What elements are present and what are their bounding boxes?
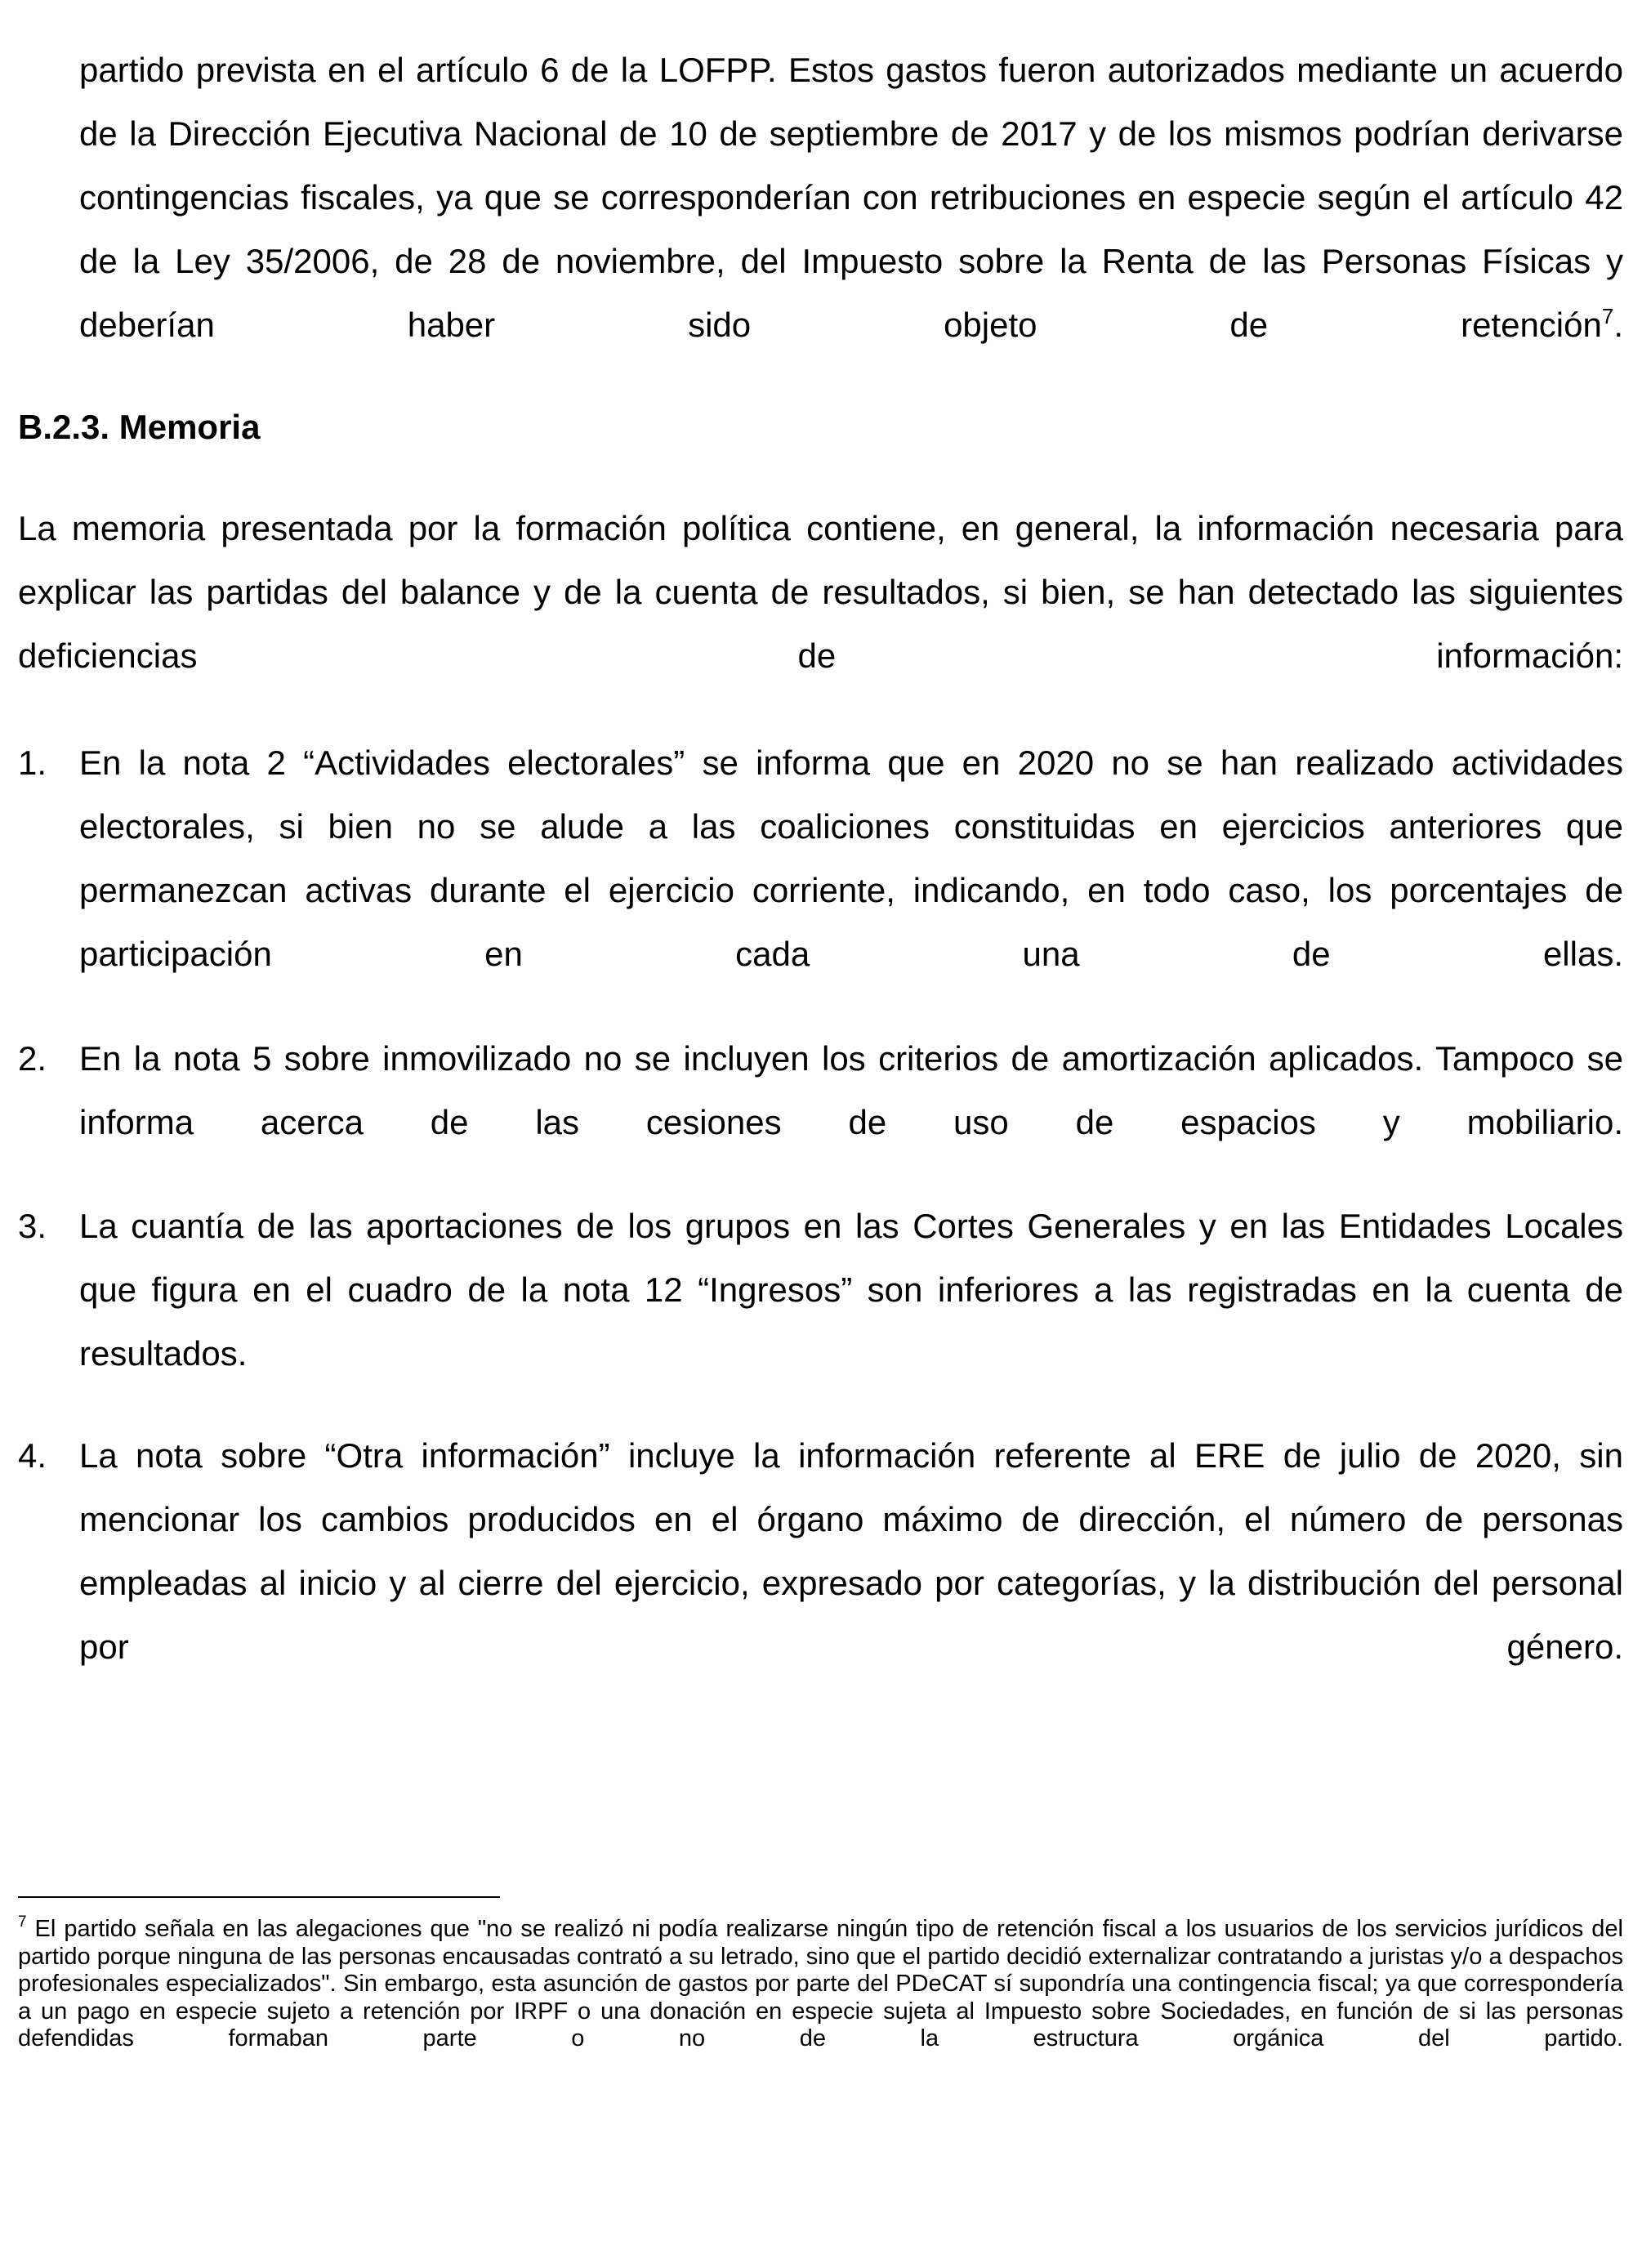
continuation-end: . (1613, 306, 1623, 344)
continuation-paragraph (79, 38, 1623, 421)
list-item-text: La cuantía de las aportaciones de los grupos en las Cortes Generales y en las Entidades Locales que figura en el cuadro de la nota 12 “Ingresos” son inferiores a las registradas en la cuenta de resultados. (79, 1207, 1623, 1373)
list-number: 2. (18, 1039, 47, 1078)
list-number: 1. (18, 743, 47, 782)
footnote-text: El partido señala en las alegaciones que "no se realizó ni podía realizarse ningún tipo de retención fiscal a los usuarios de los servicios jurídicos del partido porque ninguna de las personas encausadas contrató a su letrado, sino que el partido decidió externalizar contratando a juristas y/o a despachos profesionales especializados". Sin embargo, esta asunción de gastos por parte del PDeCAT sí supondría una contingencia fiscal; ya que correspondería a un pago en especie sujeto a retención por IRPF o una donación en especie sujeta al Impuesto sobre Sociedades, en función de si las personas defendidas formaban parte o no de la estructura orgánica del partido. (18, 1916, 1623, 2051)
list-number: 3. (18, 1207, 47, 1245)
list-number: 4. (18, 1436, 47, 1475)
footnote (18, 1913, 1623, 2080)
section-heading: B.2.3. Memoria (18, 408, 261, 446)
footnote-mark: 7 (18, 1913, 27, 1931)
list-item-text: En la nota 2 “Actividades electorales” se informa que en 2020 no se han realizado actividades electorales, si bien no se alude a las coaliciones constituidas en ejercicios anteriores que permanezcan activas durante el ejercicio corriente, indicando, en todo caso, los porcentajes de participación en cada una de ellas. (79, 743, 1623, 973)
intro-paragraph: La memoria presentada por la formación política contiene, en general, la información necesaria para explicar las partidas del balance y de la cuenta de resultados, si bien, se han detectado las siguientes deficiencias de información: (18, 509, 1623, 675)
continuation-text: partido prevista en el artículo 6 de la LOFPP. Estos gastos fueron autorizados mediante un acuerdo de la Dirección Ejecutiva Nacional de 10 de septiembre de 2017 y de los mismos podrían derivarse contingencias fiscales, ya que se corresponderían con retribuciones en especie según el artículo 42 de la Ley 35/2006, de 28 de noviembre, del Impuesto sobre la Renta de las Personas Físicas y deberían haber sido objeto de retención (79, 51, 1623, 344)
list-item-text: En la nota 5 sobre inmovilizado no se incluyen los criterios de amortización aplicados. Tampoco se informa acerca de las cesiones de uso de espacios y mobiliario. (79, 1039, 1623, 1141)
footnote-separator (18, 1896, 500, 1898)
footnote-reference[interactable]: 7 (1601, 304, 1614, 328)
list-item-text: La nota sobre “Otra información” incluye la información referente al ERE de julio de 2020, sin mencionar los cambios producidos en el órgano máximo de dirección, el número de personas empleadas al inicio y al cierre del ejercicio, expresado por categorías, y la distribución del personal por género. (79, 1436, 1623, 1666)
